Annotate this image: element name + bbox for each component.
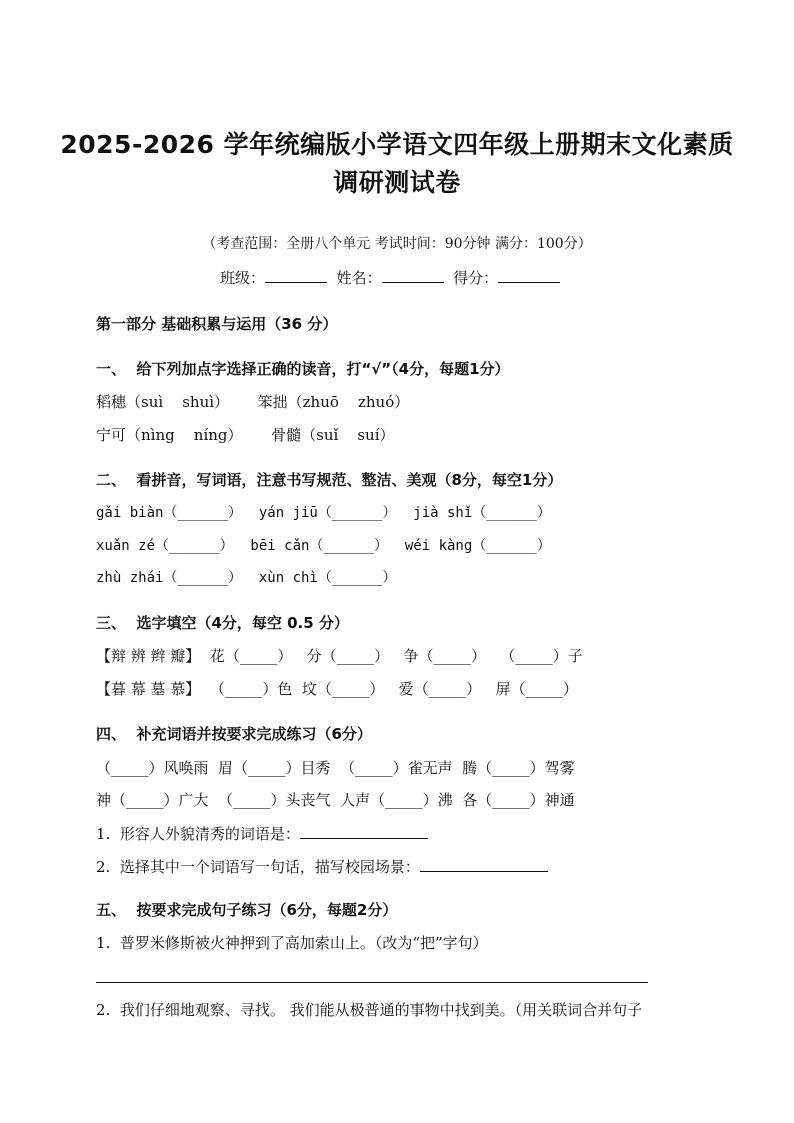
q3-title: 三、 选字填空（4分，每空 0.5 分）	[96, 614, 349, 632]
score-blank[interactable]	[498, 267, 560, 283]
q2-row1: gǎi biàn（______） yán jiū（______） jià shǐ（______）	[96, 505, 551, 521]
q5-sub1: 1. 普罗米修斯被火神押到了高加索山上。（改为“把”字句）	[96, 934, 488, 952]
q3-row1: 【辩 辨 辫 瓣】 花（_____） 分（_____） 争（_____） （_____）子	[96, 647, 583, 665]
q4-row1: （_____）风唤雨 眉（_____）目秀 （_____）雀无声 腾（_____）驾雾	[96, 759, 575, 777]
q2-title: 二、 看拼音，写词语，注意书写规范、整洁、美观（8分，每空1分）	[96, 471, 563, 489]
q4-sub1-text: 1. 形容人外貌清秀的词语是：	[96, 825, 300, 843]
header-fields	[220, 267, 560, 289]
exam-title-line1: 2025-2026 学年统编版小学语文四年级上册期末文化素质	[60, 130, 734, 159]
class-blank[interactable]	[265, 267, 327, 283]
q5-sub1-answer-line[interactable]	[96, 982, 648, 983]
q2-row3: zhù zhái（______） xùn chì（______）	[96, 570, 397, 586]
q4-row2: 神（_____）广大 （_____）头丧气 人声（_____）沸 各（_____）神通	[96, 791, 575, 809]
q4-sub1	[96, 823, 428, 845]
exam-info: （考查范围：全册八个单元 考试时间：90分钟 满分：100分）	[202, 236, 592, 252]
q5-title: 五、 按要求完成句子练习（6分，每题2分）	[96, 901, 398, 919]
q1-title: 一、 给下列加点字选择正确的读音，打“√”（4分，每题1分）	[96, 360, 510, 378]
q4-sub2-text: 2. 选择其中一个词语写一句话，描写校园场景：	[96, 858, 420, 876]
q1-row2: 宁可（nìng níng） 骨髓（suǐ suí）	[96, 426, 395, 444]
q5-sub2: 2. 我们仔细地观察、寻找。 我们能从极普通的事物中找到美。（用关联词合并句子	[96, 1001, 643, 1019]
q4-sub2	[96, 856, 548, 878]
q4-sub1-answer-blank[interactable]	[300, 823, 428, 839]
exam-title-line2: 调研测试卷	[333, 168, 461, 197]
name-blank[interactable]	[382, 267, 444, 283]
name-label: 姓名：	[336, 269, 382, 287]
class-label: 班级：	[220, 269, 266, 287]
q4-title: 四、 补充词语并按要求完成练习（6分）	[96, 725, 372, 743]
part1-title: 第一部分 基础积累与运用（36 分）	[96, 315, 338, 333]
q3-row2: 【暮 幕 墓 慕】 （_____）色 坟（_____） 爱（_____） 屏（_____）	[96, 680, 578, 698]
score-label: 得分：	[453, 269, 499, 287]
q2-row2: xuǎn zé（______） bēi cǎn（______） wéi kàng（______）	[96, 538, 551, 554]
q1-row1: 稻穗（suì shuì） 笨拙（zhuō zhuó）	[96, 393, 410, 411]
q4-sub2-answer-blank[interactable]	[420, 856, 548, 872]
